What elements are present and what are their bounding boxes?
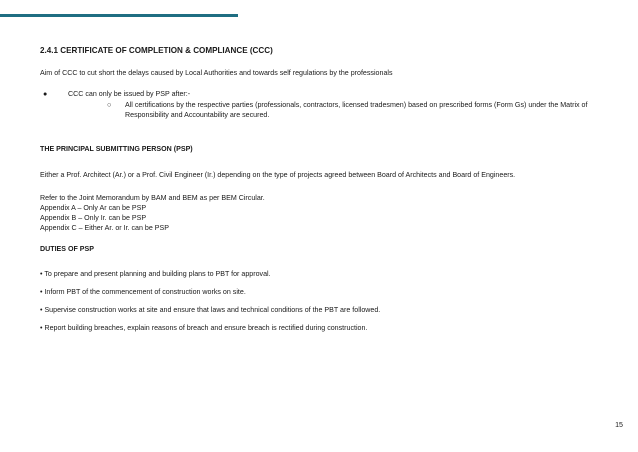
appendix-line: Appendix A – Only Ar can be PSP bbox=[40, 204, 147, 212]
duties-heading: DUTIES OF PSP bbox=[40, 245, 94, 253]
aim-text: Aim of CCC to cut short the delays caused by Local Authorities and towards self regulations by the professionals bbox=[40, 69, 393, 77]
page-number: 15 bbox=[615, 421, 623, 429]
duty-item: • Supervise construction works at site and ensure that laws and technical conditions of the PBT are followed. bbox=[40, 306, 381, 314]
appendix-line: Appendix B – Only Ir. can be PSP bbox=[40, 214, 147, 222]
accent-bar bbox=[0, 14, 238, 17]
sub-bullet-marker: ○ bbox=[107, 101, 112, 109]
sub-bullet-text: All certifications by the respective parties (professionals, contractors, licensed tradesmen) based on prescribed forms (Form Gs) under the Matrix of Responsibility and Accountability are secured. bbox=[125, 101, 588, 119]
duty-item: • Report building breaches, explain reasons of breach and ensure breach is rectified during construction. bbox=[40, 324, 368, 332]
duty-item: • Inform PBT of the commencement of construction works on site. bbox=[40, 288, 246, 296]
sub-bullet-list-item bbox=[40, 100, 615, 120]
section-title: 2.4.1 CERTIFICATE OF COMPLETION & COMPLIANCE (CCC) bbox=[40, 46, 273, 55]
bullet-text: CCC can only be issued by PSP after:- bbox=[68, 90, 191, 98]
duty-item: • To prepare and present planning and building plans to PBT for approval. bbox=[40, 270, 271, 278]
bullet-marker: ● bbox=[43, 90, 48, 98]
bullet-list-item bbox=[40, 89, 615, 99]
psp-description: Either a Prof. Architect (Ar.) or a Prof. Civil Engineer (Ir.) depending on the type of projects agreed between Board of Architects and Board of Engineers. bbox=[40, 171, 516, 179]
document-body bbox=[40, 46, 615, 341]
psp-heading: THE PRINCIPAL SUBMITTING PERSON (PSP) bbox=[40, 145, 193, 153]
refer-line: Refer to the Joint Memorandum by BAM and BEM as per BEM Circular. bbox=[40, 194, 265, 202]
appendix-line: Appendix C – Either Ar. or Ir. can be PSP bbox=[40, 224, 169, 232]
